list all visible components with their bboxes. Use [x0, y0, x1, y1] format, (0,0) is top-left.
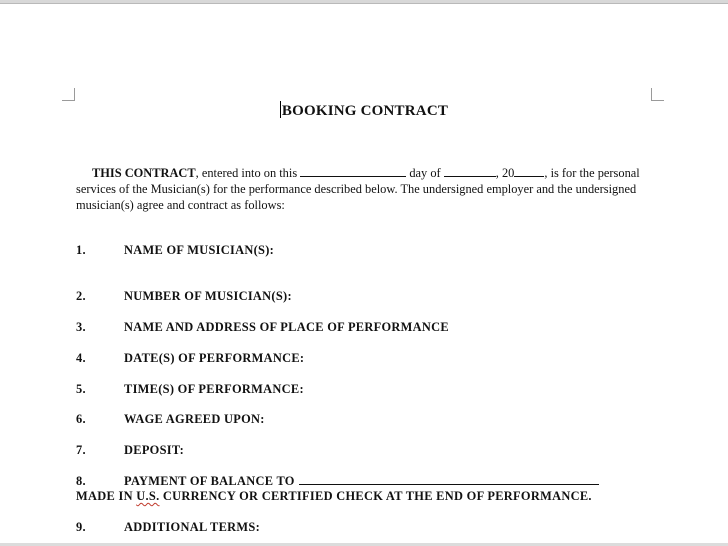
item-number: 5.: [76, 382, 86, 396]
intro-lead: THIS CONTRACT: [92, 166, 196, 180]
window-top-border-line: [0, 3, 728, 4]
date-blank-year: [514, 166, 544, 177]
intro-rest: personal services of the Musician(s) for the performance described below. The undersigned employer and the undersigned musician(s) agree and contract as follows:: [76, 166, 640, 212]
margin-corner-top-left: [62, 88, 75, 101]
item-label: DEPOSIT:: [124, 443, 185, 457]
continuation-post: CURRENCY OR CERTIFIED CHECK AT THE END OF PERFORMANCE.: [159, 489, 592, 503]
text-cursor: [280, 101, 281, 118]
item-label: TIME(S) OF PERFORMANCE:: [124, 382, 304, 396]
item-number: 9.: [76, 520, 86, 534]
item-label: NAME AND ADDRESS OF PLACE OF PERFORMANCE: [124, 320, 449, 334]
document-title[interactable]: [0, 101, 728, 120]
date-blank-month: [444, 166, 496, 177]
item-label-text: PAYMENT OF BALANCE TO: [124, 474, 295, 488]
item-label: WAGE AGREED UPON:: [124, 412, 265, 426]
item-number: 1.: [76, 243, 86, 257]
item-8-continuation[interactable]: [76, 489, 592, 504]
item-label: [124, 474, 599, 489]
item-number: 8.: [76, 474, 86, 488]
item-label: ADDITIONAL TERMS:: [124, 520, 261, 534]
item-number: 3.: [76, 320, 86, 334]
intro-part-4: , is for the: [544, 166, 595, 180]
margin-corner-top-right: [651, 88, 664, 101]
document-title-text: BOOKING CONTRACT: [281, 103, 449, 119]
intro-part-1: , entered into on this: [195, 166, 298, 180]
spellcheck-flag-us: U.S.: [136, 489, 160, 503]
item-label: NUMBER OF MUSICIAN(S):: [124, 289, 292, 303]
intro-part-3: , 20: [495, 166, 515, 180]
date-blank-day: [300, 166, 406, 177]
item-number: 2.: [76, 289, 86, 303]
item-number: 7.: [76, 443, 86, 457]
payee-blank: [299, 474, 599, 485]
item-label: DATE(S) OF PERFORMANCE:: [124, 351, 305, 365]
item-number: 4.: [76, 351, 86, 365]
intro-paragraph[interactable]: [76, 165, 656, 213]
intro-part-2: day of: [409, 166, 441, 180]
item-label: NAME OF MUSICIAN(S):: [124, 243, 275, 257]
item-number: 6.: [76, 412, 86, 426]
continuation-pre: MADE IN: [76, 489, 137, 503]
